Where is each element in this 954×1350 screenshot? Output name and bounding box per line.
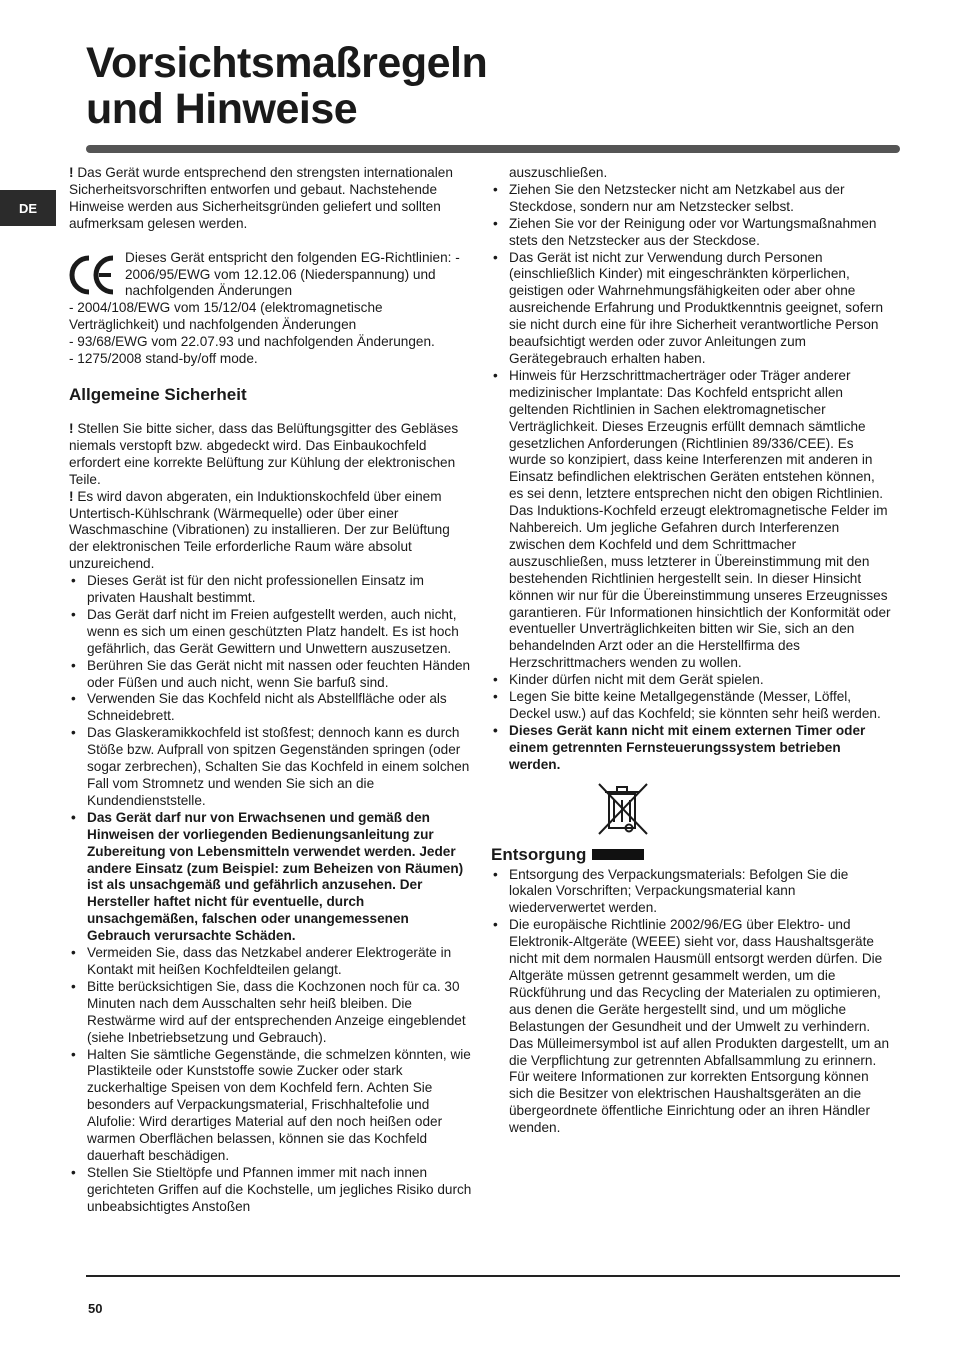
- intro-paragraph: [69, 165, 473, 233]
- disposal-heading-text: Entsorgung: [491, 844, 587, 864]
- safety-list-right: [491, 182, 891, 774]
- footer-rule: [86, 1275, 900, 1277]
- list-item: • Verwenden Sie das Kochfeld nicht als Abstellfläche oder als Schneidebrett.: [69, 691, 473, 725]
- crossed-bin-icon: [595, 780, 651, 838]
- list-item: • Das Gerät ist nicht zur Verwendung durch Personen (einschließlich Kinder) mit eingeschränkten körperlichen, geistigen oder Wahrnehmungsfähigkeiten oder aber ohne ausreichende Erfahrung und Produktkenntnis geeignet, sofern sie nicht durch eine für ihre Sicherheit verantwortliche Person beaufsichtigt werden oder zuvor Anleitungen zum Gerätegebrauch erhalten haben.: [491, 250, 891, 368]
- ce-text: Dieses Gerät entspricht den folgenden EG-Richtlinien: - 2006/95/EWG vom 12.12.06 (Niederspannung) und nachfolgenden Änderungen: [125, 249, 460, 299]
- list-item: • Berühren Sie das Gerät nicht mit nassen oder feuchten Händen oder Füßen und auch nicht, wenn Sie barfuß sind.: [69, 658, 473, 692]
- list-item: • Entsorgung des Verpackungsmaterials: Befolgen Sie die lokalen Vorschriften; Verpackungsmaterial kann wiederverwertet werden.: [491, 867, 891, 918]
- disposal-list: [491, 867, 891, 1138]
- list-item: • Ziehen Sie vor der Reinigung oder vor Wartungsmaßnahmen stets den Netzstecker aus der Steckdose.: [491, 216, 891, 250]
- list-item: • Legen Sie bitte keine Metallgegenstände (Messer, Löffel, Deckel usw.) auf das Kochfeld; sie könnten sehr heiß werden.: [491, 689, 891, 723]
- list-item: • Hinweis für Herzschrittmacherträger oder Träger anderer medizinischer Implantate: Das Kochfeld entspricht allen geltenden Richtlinien in Sachen elektromagnetischer Verträglichkeit. Dieses Erzeugnis erfüllt demnach sämtliche gesetzlichen Anforderungen (Richtlinien 89/336/CEE). Es wurde so konzipiert, dass keine Interferenzen mit anderen in Einsatz befindlichen elektrischen Geräten entstehen können, es sei denn, letztere entsprechen nicht den obigen Richtlinien. Das Induktions-Kochfeld erzeugt elektromagnetische Felder im Nahbereich. Um jegliche Gefahren durch Interferenzen zwischen dem Kochfeld und dem Schrittmacher auszuschließen, muss letzterer in Übereinstimmung mit den bestehenden Richtlinien hergestellt sein. In dieser Hinsicht können wir nur für die Übereinstimmung unseres Erzeugnisses garantieren. Für Informationen hinsichtlich der Konformität oder eventueller Unverträglichkeiten bitten wir Sie, sich an den behandelnden Arzt oder an die Herstellfirma des Herzschrittmachers wenden zu wollen.: [491, 368, 891, 672]
- directive-line: - 93/68/EWG vom 22.07.93 und nachfolgenden Änderungen.: [69, 334, 435, 350]
- page-title: [86, 40, 786, 132]
- disposal-marker-bar: [592, 849, 644, 860]
- list-item: • Das Gerät darf nicht im Freien aufgestellt werden, auch nicht, wenn es sich um einen geschützten Platz handelt. Es ist hoch gefährlich, das Gerät Gewittern und Unwettern auszusetzen.: [69, 607, 473, 658]
- list-item: • Kinder dürfen nicht mit dem Gerät spielen.: [491, 672, 891, 689]
- ce-mark-icon: [69, 254, 117, 296]
- directive-list: [69, 300, 473, 368]
- list-item: • Das Glaskeramikkochfeld ist stoßfest; dennoch kann es durch Stöße bzw. Aufprall von spitzen Gegenständen springen (oder sogar zerbrechen), Schalten Sie das Kochfeld in einem solchen Fall vom Stromnetz und wenden Sie sich an die Kundendienststelle.: [69, 725, 473, 810]
- safety-note: ! Stellen Sie bitte sicher, dass das Belüftungsgitter des Gebläses niemals verstopft bzw. abgedeckt wird. Das Einbaukochfeld erfordert eine korrekte Belüftung zur Kühlung der elektronischen Teile.: [69, 420, 459, 487]
- left-column: [69, 165, 473, 1216]
- page-number: 50: [88, 1301, 103, 1316]
- ce-block: [69, 250, 473, 368]
- section-heading-disposal: [491, 845, 891, 865]
- directive-line: - 2004/108/EWG vom 15/12/04 (elektromagnetische Verträglichkeit) und nachfolgenden Änderungen: [69, 300, 383, 333]
- warning-mark: !: [69, 420, 74, 436]
- directive-line: - 1275/2008 stand-by/off mode.: [69, 351, 258, 367]
- list-item: • Halten Sie sämtliche Gegenstände, die schmelzen könnten, wie Plastikteile oder Kunststoffe sowie Zucker oder stark zuckerhaltige Speisen von dem Kochfeld fern. Achten Sie besonders auf Verpackungsmaterial, Frischhaltefolie und Alufolie: Wird derartiges Material auf den noch heißen oder warmen Oberflächen belassen, können sie das Kochfeld dauerhaft beschädigen.: [69, 1047, 473, 1165]
- right-column: [491, 165, 891, 1137]
- title-rule: [86, 145, 900, 153]
- continued-text: auszuschließen.: [509, 165, 608, 180]
- language-tab: DE: [0, 190, 56, 226]
- list-item: • Dieses Gerät ist für den nicht professionellen Einsatz im privaten Haushalt bestimmt.: [69, 573, 473, 607]
- section-heading-general-safety: Allgemeine Sicherheit: [69, 384, 247, 404]
- page-title-line-2: und Hinweise: [86, 85, 358, 133]
- safety-note: ! Es wird davon abgeraten, ein Induktionskochfeld über einem Untertisch-Kühlschrank (Wärmequelle) oder über einer Waschmaschine (Vibrationen) zu installieren. Der zur Belüftung der elektronischen Teile erforderliche Raum wäre absolut unzureichend.: [69, 488, 450, 572]
- list-item: • Ziehen Sie den Netzstecker nicht am Netzkabel aus der Steckdose, sondern nur am Netzstecker selbst.: [491, 182, 891, 216]
- list-item: • Vermeiden Sie, dass das Netzkabel anderer Elektrogeräte in Kontakt mit heißen Kochfeldteilen gelangt.: [69, 945, 473, 979]
- list-item-bold: • Dieses Gerät kann nicht mit einem externen Timer oder einem getrennten Fernsteuerungssystem betrieben werden.: [491, 723, 891, 774]
- warning-mark: !: [69, 488, 74, 504]
- list-item-bold: • Das Gerät darf nur von Erwachsenen und gemäß den Hinweisen der vorliegenden Bedienungsanleitung zur Zubereitung von Lebensmitteln verwendet werden. Jeder andere Einsatz (zum Beispiel: zum Beheizen von Räumen) ist als unsachgemäß und gefährlich anzusehen. Der Hersteller haftet nicht für eventuelle, durch unsachgemäßen, falschen oder unangemessenen Gebrauch verursachte Schäden.: [69, 810, 473, 945]
- safety-list-left: [69, 573, 473, 1215]
- list-item: • Stellen Sie Stieltöpfe und Pfannen immer mit nach innen gerichteten Griffen auf die Kochstelle, um jegliches Risiko durch unbeabsichtigtes Anstoßen: [69, 1165, 473, 1216]
- list-item: • Die europäische Richtlinie 2002/96/EG über Elektro- und Elektronik-Altgeräte (WEEE) sieht vor, dass Haushaltsgeräte nicht mit dem normalen Hausmüll entsorgt werden dürfen. Die Altgeräte müssen getrennt gesammelt werden, um die Rückführung und das Recycling der Materialen zu optimieren, aus denen die Geräte hergestellt sind, und um mögliche Belastungen der Gesundheit und der Umwelt zu verhindern. Das Mülleimersymbol ist auf allen Produkten dargestellt, um an die Verpflichtung zur getrennten Abfallsammlung zu erinnern. Für weitere Informationen zur korrekten Entsorgung können sich die Besitzer von elektrischen Haushaltsgeräten an die übergeordnete öffentliche Einrichtung oder an ihren Händler wenden.: [491, 917, 891, 1137]
- warning-mark: !: [69, 165, 74, 180]
- intro-text: Das Gerät wurde entsprechend den strengsten internationalen Sicherheitsvorschriften entworfen und gebaut. Nachstehende Hinweise werden aus Sicherheitsgründen geliefert und sollten aufmerksam gelesen werden.: [69, 165, 453, 231]
- page-title-line-1: Vorsichtsmaßregeln: [86, 39, 488, 87]
- list-item: • Bitte berücksichtigen Sie, dass die Kochzonen noch für ca. 30 Minuten nach dem Ausschalten sehr heiß bleiben. Die Restwärme wird auf der entsprechenden Anzeige eingeblendet (siehe Inbetriebsetzung und Gebrauch).: [69, 979, 473, 1047]
